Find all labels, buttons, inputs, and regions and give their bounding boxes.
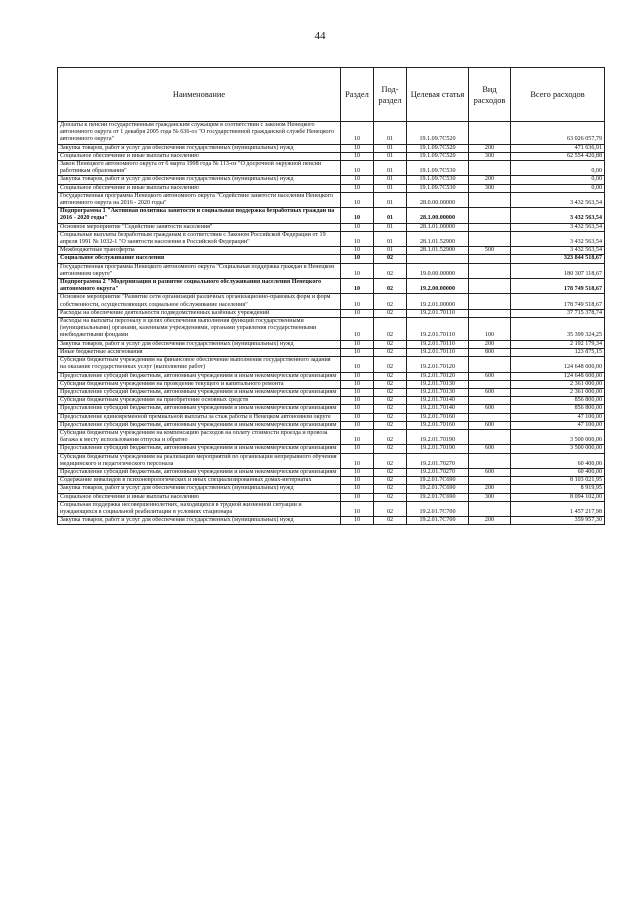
table-row	[58, 279, 605, 294]
cell-expense-kind	[469, 294, 511, 309]
cell-expense-kind: 300	[469, 493, 511, 501]
cell-name: Социальное обслуживание населения	[58, 255, 341, 263]
cell-name: Расходы на выплаты персоналу в целях обеспечения выполнения функций государственными (муниципальными) органами, казенными учреждениями, органами управления государственными внебюджетными фондами	[58, 318, 341, 341]
cell-subsection: 01	[374, 122, 407, 145]
cell-expense-kind: 600	[469, 421, 511, 429]
cell-section: 10	[341, 468, 374, 476]
cell-total: 62 554 420,88	[511, 152, 605, 160]
cell-expense-kind	[469, 309, 511, 317]
cell-section: 10	[341, 318, 374, 341]
table-row	[58, 192, 605, 207]
cell-expense-kind	[469, 231, 511, 246]
cell-name: Иные бюджетные ассигнования	[58, 348, 341, 356]
table-row	[58, 397, 605, 405]
cell-target-article: 19.1.09.7С530	[407, 161, 469, 176]
cell-section: 10	[341, 413, 374, 421]
cell-total: 124 648 600,00	[511, 372, 605, 380]
cell-total: 2 361 000,00	[511, 380, 605, 388]
table-row	[58, 517, 605, 525]
cell-name: Основное мероприятие "Развитие сети организаций различных организационно-правовых форм и форм собственности, осуществляющих социальное обслуживание населения"	[58, 294, 341, 309]
cell-section: 10	[341, 445, 374, 453]
cell-subsection: 01	[374, 184, 407, 192]
table-row	[58, 477, 605, 485]
cell-total: 178 749 518,67	[511, 279, 605, 294]
cell-target-article: 19.2.01.70160	[407, 421, 469, 429]
cell-subsection: 02	[374, 421, 407, 429]
table-row	[58, 176, 605, 184]
table-row	[58, 357, 605, 372]
cell-target-article: 28.1.01.52900	[407, 231, 469, 246]
cell-target-article: 28.0.00.00000	[407, 192, 469, 207]
cell-name: Предоставление субсидий бюджетным, автономным учреждениям и иным некоммерческим организациям	[58, 372, 341, 380]
cell-section: 10	[341, 388, 374, 396]
cell-total: 123 875,15	[511, 348, 605, 356]
cell-total: 47 100,00	[511, 421, 605, 429]
cell-subsection: 02	[374, 413, 407, 421]
cell-name: Предоставление единовременной премиальной выплаты за стаж работы в Ненецком автономном округе	[58, 413, 341, 421]
cell-section: 10	[341, 501, 374, 516]
cell-name: Субсидии бюджетным учреждениям на компенсацию расходов на оплату стоимости проезда и провоза багажа к месту использования отпуска и обратно	[58, 429, 341, 444]
cell-section: 10	[341, 421, 374, 429]
cell-target-article: 19.0.00.00000	[407, 263, 469, 278]
table-row	[58, 501, 605, 516]
cell-section: 10	[341, 372, 374, 380]
cell-section: 10	[341, 247, 374, 255]
cell-total: 359 957,30	[511, 517, 605, 525]
cell-subsection: 02	[374, 309, 407, 317]
cell-subsection: 02	[374, 397, 407, 405]
cell-target-article: 19.2.01.70120	[407, 372, 469, 380]
cell-target-article: 28.1.01.00000	[407, 223, 469, 231]
table-row	[58, 231, 605, 246]
cell-total: 323 844 518,67	[511, 255, 605, 263]
cell-expense-kind	[469, 413, 511, 421]
cell-subsection: 01	[374, 176, 407, 184]
cell-expense-kind	[469, 357, 511, 372]
cell-target-article: 19.2.01.70160	[407, 413, 469, 421]
table-row	[58, 372, 605, 380]
cell-target-article: 19.2.01.70140	[407, 397, 469, 405]
table-header	[58, 68, 605, 122]
table-row	[58, 255, 605, 263]
cell-name: Социальное обеспечение и иные выплаты населению	[58, 152, 341, 160]
cell-section: 10	[341, 485, 374, 493]
budget-table	[57, 67, 605, 525]
cell-target-article: 19.2.01.70110	[407, 318, 469, 341]
cell-target-article: 19.2.01.70110	[407, 340, 469, 348]
table-row	[58, 485, 605, 493]
cell-total: 2 361 000,00	[511, 388, 605, 396]
cell-total: 856 800,00	[511, 397, 605, 405]
cell-name: Основное мероприятие "Содействие занятости населения"	[58, 223, 341, 231]
table-row	[58, 388, 605, 396]
cell-expense-kind	[469, 255, 511, 263]
cell-target-article: 19.2.01.00000	[407, 294, 469, 309]
cell-subsection: 02	[374, 468, 407, 476]
cell-name: Подпрограмма 1 "Активная политика занятости и социальная поддержка безработных граждан на 2016 - 2020 годы"	[58, 208, 341, 223]
cell-total: 35 399 324,25	[511, 318, 605, 341]
cell-section: 10	[341, 309, 374, 317]
cell-expense-kind	[469, 380, 511, 388]
header-section: Раздел	[341, 68, 374, 122]
cell-subsection: 01	[374, 192, 407, 207]
cell-target-article: 19.2.01.7С690	[407, 493, 469, 501]
cell-name: Социальные выплаты безработным гражданам в соответствии с Законом Российской Федерации от 19 апреля 1991 № 1032-1 "О занятости населения в Российской Федерации"	[58, 231, 341, 246]
table-body	[58, 122, 605, 525]
cell-subsection: 01	[374, 208, 407, 223]
cell-section: 10	[341, 477, 374, 485]
cell-subsection: 02	[374, 493, 407, 501]
cell-section: 10	[341, 517, 374, 525]
cell-expense-kind	[469, 453, 511, 468]
cell-total: 8 103 021,95	[511, 477, 605, 485]
cell-target-article: 19.2.01.70270	[407, 453, 469, 468]
cell-target-article: 19.2.00.00000	[407, 279, 469, 294]
cell-subsection: 02	[374, 380, 407, 388]
cell-expense-kind	[469, 397, 511, 405]
cell-expense-kind: 200	[469, 144, 511, 152]
cell-target-article: 19.2.01.70110	[407, 309, 469, 317]
table-row	[58, 144, 605, 152]
cell-total: 180 307 118,67	[511, 263, 605, 278]
cell-expense-kind: 800	[469, 348, 511, 356]
cell-name: Доплаты к пенсии государственным гражданским служащим в соответствии с законом Ненецкого автономного округа от 1 декабря 2005 года № 636-оз "О государственной гражданской службе Ненецкого автономного округа"	[58, 122, 341, 145]
table-row	[58, 413, 605, 421]
cell-section: 10	[341, 429, 374, 444]
table-row	[58, 263, 605, 278]
cell-total: 47 100,00	[511, 413, 605, 421]
table-row	[58, 122, 605, 145]
cell-expense-kind	[469, 279, 511, 294]
cell-total: 0,00	[511, 161, 605, 176]
cell-section: 10	[341, 453, 374, 468]
cell-name: Государственная программа Ненецкого автономного округа "Содействие занятости населения Ненецкого автономного округа на 2016 - 2020 годы"	[58, 192, 341, 207]
cell-total: 3 500 000,00	[511, 429, 605, 444]
cell-name: Закупка товаров, работ и услуг для обеспечения государственных (муниципальных) нужд	[58, 340, 341, 348]
cell-name: Подпрограмма 2 "Модернизация и развитие социального обслуживания населения Ненецкого автономного округа"	[58, 279, 341, 294]
cell-expense-kind	[469, 161, 511, 176]
cell-total: 3 500 000,00	[511, 445, 605, 453]
cell-expense-kind: 100	[469, 318, 511, 341]
cell-expense-kind	[469, 122, 511, 145]
cell-target-article: 19.2.01.7С700	[407, 501, 469, 516]
cell-target-article: 19.1.09.7С530	[407, 184, 469, 192]
cell-target-article: 19.2.01.70130	[407, 388, 469, 396]
header-target-article: Целевая статья	[407, 68, 469, 122]
cell-target-article: 19.1.09.7С530	[407, 176, 469, 184]
cell-expense-kind: 300	[469, 184, 511, 192]
cell-target-article: 19.1.09.7С520	[407, 144, 469, 152]
cell-target-article: 19.2.01.70110	[407, 348, 469, 356]
cell-section: 10	[341, 263, 374, 278]
cell-section: 10	[341, 223, 374, 231]
cell-subsection: 02	[374, 485, 407, 493]
cell-section: 10	[341, 208, 374, 223]
cell-name: Закон Ненецкого автономного округа от 6 марта 1998 года № 113-оз "О досрочной окружной пенсии работникам образования"	[58, 161, 341, 176]
cell-total: 124 648 600,00	[511, 357, 605, 372]
table-row	[58, 429, 605, 444]
cell-expense-kind: 200	[469, 176, 511, 184]
table-row	[58, 493, 605, 501]
cell-subsection: 02	[374, 453, 407, 468]
cell-total: 178 749 518,67	[511, 294, 605, 309]
cell-subsection: 02	[374, 477, 407, 485]
cell-expense-kind	[469, 501, 511, 516]
cell-name: Предоставление субсидий бюджетным, автономным учреждениям и иным некоммерческим организациям	[58, 405, 341, 413]
cell-target-article: 19.2.01.70270	[407, 468, 469, 476]
cell-subsection: 02	[374, 445, 407, 453]
cell-expense-kind: 200	[469, 517, 511, 525]
cell-name: Межбюджетные трансферты	[58, 247, 341, 255]
cell-name: Предоставление субсидий бюджетным, автономным учреждениям и иным некоммерческим организациям	[58, 445, 341, 453]
cell-target-article: 19.1.09.7С520	[407, 122, 469, 145]
cell-section: 10	[341, 357, 374, 372]
cell-name: Субсидии бюджетным учреждениям на реализацию мероприятий по организации непрерывного обучения медицинского и педагогического персонала	[58, 453, 341, 468]
cell-subsection: 02	[374, 294, 407, 309]
cell-section: 10	[341, 122, 374, 145]
cell-expense-kind: 200	[469, 485, 511, 493]
cell-subsection: 02	[374, 279, 407, 294]
header-subsection: Под-раздел	[374, 68, 407, 122]
table-row	[58, 152, 605, 160]
table-row	[58, 453, 605, 468]
cell-section: 10	[341, 405, 374, 413]
cell-subsection: 02	[374, 372, 407, 380]
cell-target-article	[407, 255, 469, 263]
cell-total: 60 400,00	[511, 468, 605, 476]
cell-target-article: 28.1.01.52900	[407, 247, 469, 255]
cell-section: 10	[341, 144, 374, 152]
cell-total: 37 715 378,74	[511, 309, 605, 317]
table-row	[58, 309, 605, 317]
cell-subsection: 02	[374, 517, 407, 525]
table-row	[58, 445, 605, 453]
cell-expense-kind: 600	[469, 372, 511, 380]
table-row	[58, 184, 605, 192]
table-row	[58, 294, 605, 309]
table-row	[58, 161, 605, 176]
cell-name: Расходы на обеспечение деятельности подведомственных казённых учреждений	[58, 309, 341, 317]
header-name: Наименование	[58, 68, 341, 122]
cell-section: 10	[341, 231, 374, 246]
cell-subsection: 02	[374, 357, 407, 372]
cell-target-article: 19.1.09.7С520	[407, 152, 469, 160]
cell-section: 10	[341, 176, 374, 184]
cell-expense-kind: 300	[469, 152, 511, 160]
cell-subsection: 02	[374, 263, 407, 278]
header-total: Всего расходов	[511, 68, 605, 122]
table-row	[58, 208, 605, 223]
cell-subsection: 01	[374, 152, 407, 160]
table-row	[58, 340, 605, 348]
cell-target-article: 19.2.01.7С700	[407, 517, 469, 525]
cell-subsection: 02	[374, 348, 407, 356]
cell-expense-kind: 600	[469, 405, 511, 413]
cell-target-article: 28.1.00.00000	[407, 208, 469, 223]
cell-section: 10	[341, 152, 374, 160]
header-expense-kind: Вид расходов	[469, 68, 511, 122]
cell-section: 10	[341, 380, 374, 388]
cell-name: Предоставление субсидий бюджетным, автономным учреждениям и иным некоммерческим организациям	[58, 468, 341, 476]
cell-section: 10	[341, 161, 374, 176]
cell-expense-kind	[469, 477, 511, 485]
cell-total: 856 800,00	[511, 405, 605, 413]
cell-total: 3 432 563,54	[511, 208, 605, 223]
cell-subsection: 02	[374, 388, 407, 396]
cell-total: 1 457 217,98	[511, 501, 605, 516]
cell-section: 10	[341, 279, 374, 294]
cell-subsection: 01	[374, 223, 407, 231]
cell-expense-kind: 600	[469, 445, 511, 453]
cell-subsection: 02	[374, 429, 407, 444]
cell-target-article: 19.2.01.70190	[407, 429, 469, 444]
table-row	[58, 405, 605, 413]
cell-target-article: 19.2.01.70190	[407, 445, 469, 453]
cell-name: Государственная программа Ненецкого автономного округа "Социальная поддержка граждан в Ненецком автономном округе"	[58, 263, 341, 278]
table-row	[58, 223, 605, 231]
cell-total: 8 094 102,00	[511, 493, 605, 501]
table-row	[58, 421, 605, 429]
cell-total: 8 919,95	[511, 485, 605, 493]
cell-name: Субсидии бюджетным учреждениям на финансовое обеспечение выполнения государственного задания на оказание государственных услуг (выполнение работ)	[58, 357, 341, 372]
cell-subsection: 02	[374, 318, 407, 341]
table-row	[58, 348, 605, 356]
page-number: 44	[314, 30, 326, 42]
cell-name: Закупка товаров, работ и услуг для обеспечения государственных (муниципальных) нужд	[58, 485, 341, 493]
cell-subsection: 01	[374, 144, 407, 152]
cell-subsection: 02	[374, 255, 407, 263]
cell-target-article: 19.2.01.70140	[407, 405, 469, 413]
cell-section: 10	[341, 348, 374, 356]
cell-target-article: 19.2.01.70120	[407, 357, 469, 372]
cell-name: Закупка товаров, работ и услуг для обеспечения государственных (муниципальных) нужд	[58, 517, 341, 525]
cell-subsection: 02	[374, 405, 407, 413]
cell-subsection: 01	[374, 161, 407, 176]
cell-total: 60 400,00	[511, 453, 605, 468]
table-row	[58, 380, 605, 388]
table-row	[58, 318, 605, 341]
cell-section: 10	[341, 255, 374, 263]
cell-expense-kind: 200	[469, 340, 511, 348]
cell-expense-kind: 600	[469, 388, 511, 396]
cell-expense-kind	[469, 192, 511, 207]
cell-target-article: 19.2.01.7С690	[407, 477, 469, 485]
cell-total: 0,00	[511, 184, 605, 192]
cell-name: Социальное обеспечение и иные выплаты населению	[58, 493, 341, 501]
cell-total: 2 192 179,34	[511, 340, 605, 348]
cell-total: 63 026 057,79	[511, 122, 605, 145]
cell-expense-kind	[469, 429, 511, 444]
cell-expense-kind	[469, 223, 511, 231]
cell-section: 10	[341, 397, 374, 405]
cell-expense-kind	[469, 263, 511, 278]
cell-subsection: 01	[374, 231, 407, 246]
cell-total: 3 432 563,54	[511, 223, 605, 231]
table-row	[58, 468, 605, 476]
cell-subsection: 02	[374, 501, 407, 516]
cell-expense-kind	[469, 208, 511, 223]
cell-target-article: 19.2.01.7С690	[407, 485, 469, 493]
cell-section: 10	[341, 192, 374, 207]
cell-section: 10	[341, 340, 374, 348]
table-row	[58, 247, 605, 255]
cell-name: Социальная поддержка несовершеннолетних, находящихся в трудной жизненной ситуации и нуждающихся в социальной реабилитации в условиях стационара	[58, 501, 341, 516]
cell-total: 3 432 563,54	[511, 192, 605, 207]
cell-total: 3 432 563,54	[511, 231, 605, 246]
cell-section: 10	[341, 294, 374, 309]
cell-section: 10	[341, 493, 374, 501]
cell-name: Закупка товаров, работ и услуг для обеспечения государственных (муниципальных) нужд	[58, 144, 341, 152]
cell-section: 10	[341, 184, 374, 192]
cell-name: Содержание инвалидов в психоневрологических и иных специализированных домах-интернатах	[58, 477, 341, 485]
cell-target-article: 19.2.01.70130	[407, 380, 469, 388]
cell-name: Субсидии бюджетным учреждениям на приобретение основных средств	[58, 397, 341, 405]
cell-total: 471 636,91	[511, 144, 605, 152]
cell-total: 0,00	[511, 176, 605, 184]
cell-name: Субсидии бюджетным учреждениям на проведение текущего и капитального ремонта	[58, 380, 341, 388]
cell-expense-kind: 500	[469, 247, 511, 255]
cell-expense-kind: 600	[469, 468, 511, 476]
cell-name: Предоставление субсидий бюджетным, автономным учреждениям и иным некоммерческим организациям	[58, 388, 341, 396]
cell-subsection: 01	[374, 247, 407, 255]
cell-name: Закупка товаров, работ и услуг для обеспечения государственных (муниципальных) нужд	[58, 176, 341, 184]
cell-subsection: 02	[374, 340, 407, 348]
cell-name: Социальное обеспечение и иные выплаты населению	[58, 184, 341, 192]
cell-total: 3 432 563,54	[511, 247, 605, 255]
cell-name: Предоставление субсидий бюджетным, автономным учреждениям и иным некоммерческим организациям	[58, 421, 341, 429]
